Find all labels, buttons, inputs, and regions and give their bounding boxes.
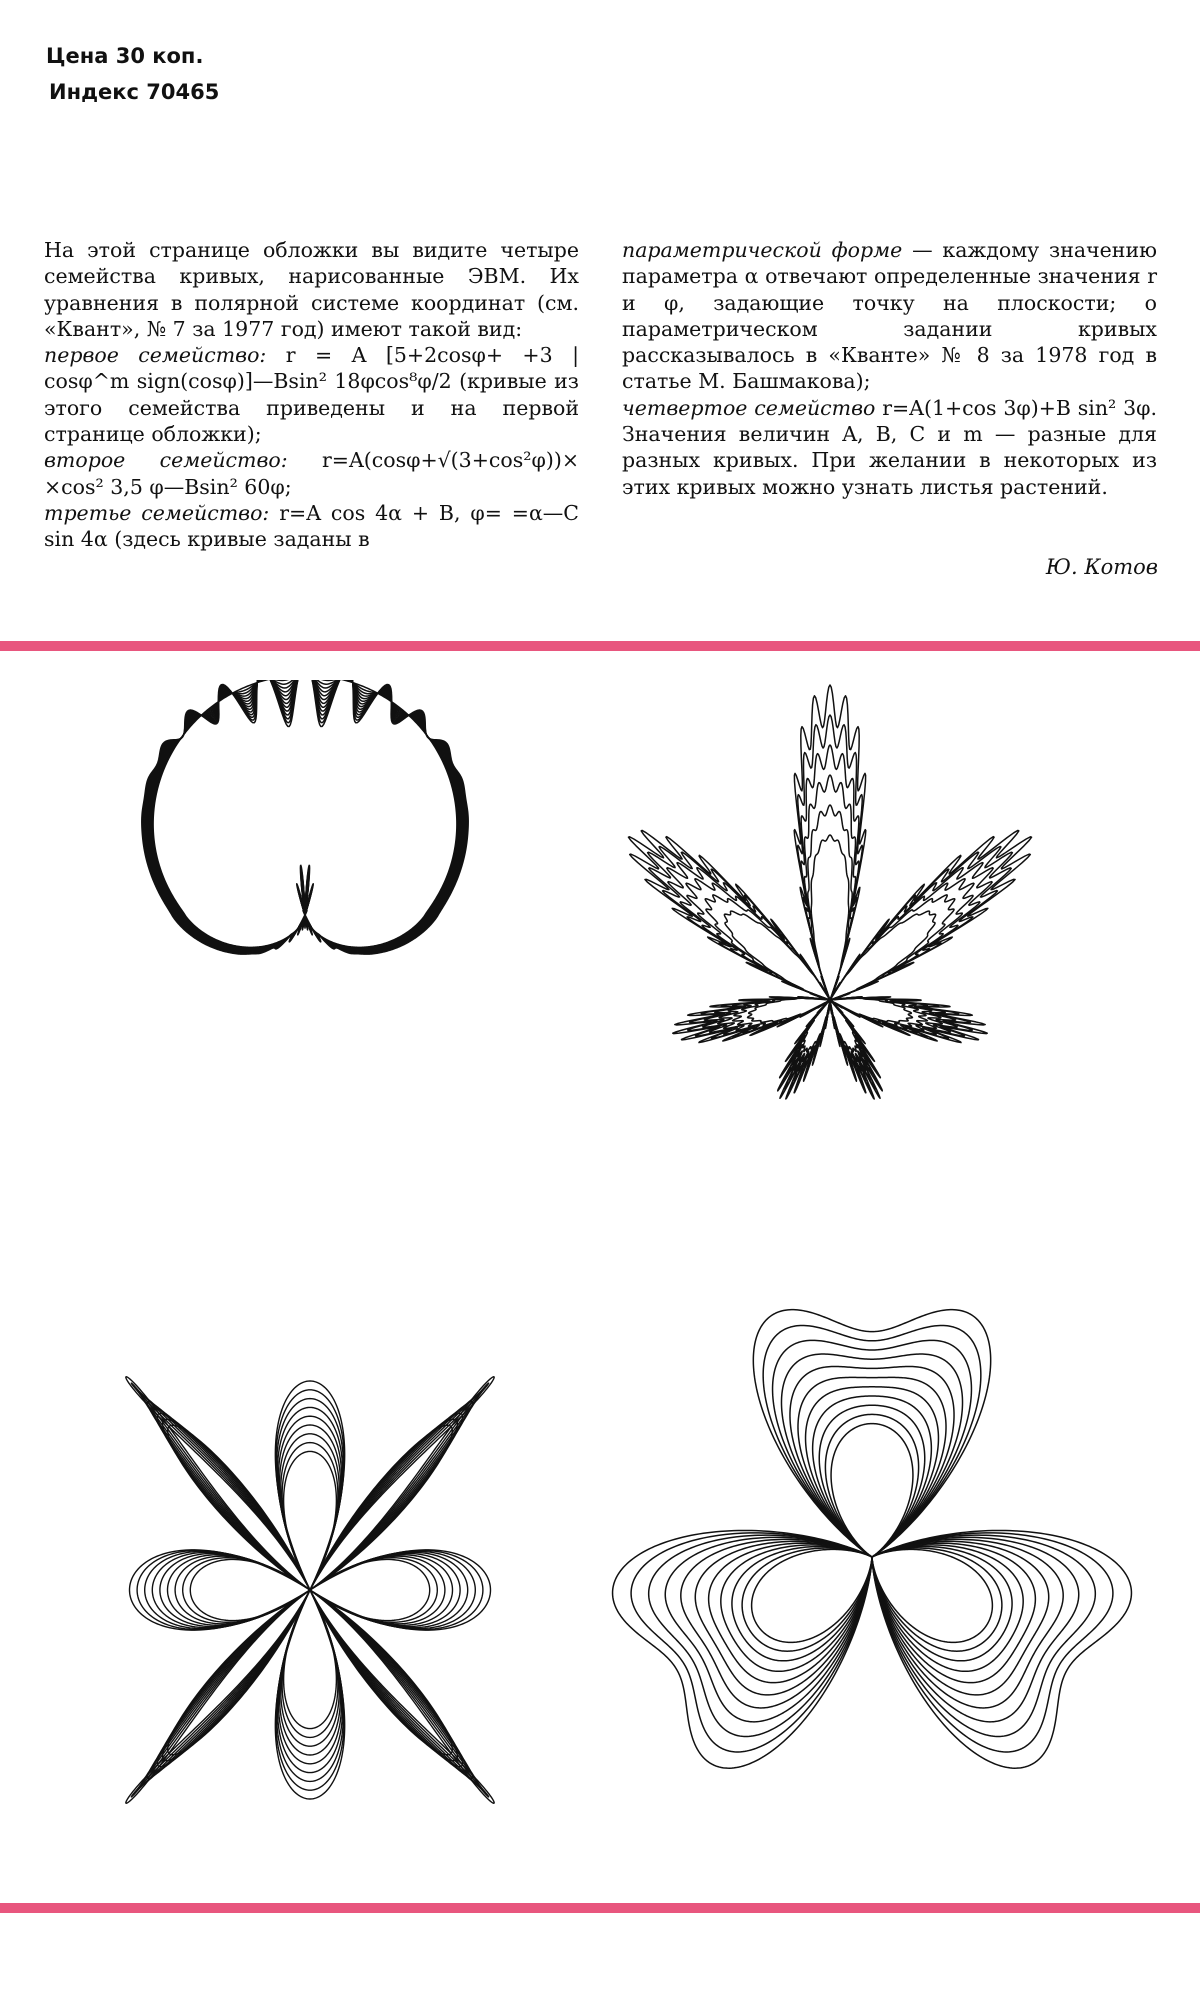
divider-band-bottom	[0, 1903, 1200, 1913]
family-4-lead: четвертое семейство	[622, 395, 876, 420]
curve-family-1-illustration	[55, 680, 555, 1270]
curve-family-3-figure	[100, 1350, 520, 1830]
paragraph-family-4	[622, 395, 1157, 500]
article-column-left	[44, 237, 579, 553]
family-2-lead: второе семейство:	[44, 448, 288, 473]
curve-family-4-line	[649, 1340, 1096, 1736]
family-3-formula: r=A cos 4α + B, φ= =α—C sin 4α (здесь кривые заданы в	[44, 500, 579, 552]
curve-family-1-group	[142, 680, 468, 954]
divider-band-top	[0, 641, 1200, 651]
curve-family-2-figure	[570, 665, 1090, 1255]
family-1-formula: r = A [5+2cosφ+ +3 | cosφ^m sign(cosφ)]—Bsin² 18φcos⁸φ/2 (кривые из этого семейства приведены и на первой странице обложки);	[44, 343, 579, 447]
curve-family-4-group	[613, 1310, 1132, 1769]
curve-family-1-figure	[55, 680, 555, 1270]
price-block	[46, 38, 219, 110]
family-2-formula: r=A(cosφ+√(3+cos²φ))× ×cos² 3,5 φ—Bsin² 60φ;	[44, 448, 579, 499]
parametric-lead: параметрической форме	[622, 238, 903, 262]
paragraph-family-2	[44, 447, 579, 500]
curve-family-2-line	[705, 805, 955, 1061]
curve-family-3-illustration	[100, 1350, 520, 1830]
curve-family-2-group	[628, 685, 1031, 1099]
curve-family-4-line	[613, 1310, 1132, 1769]
curve-family-3-line	[126, 1377, 494, 1804]
curve-family-2-line	[686, 775, 974, 1071]
paragraph-family-1	[44, 342, 579, 447]
family-3-lead: третье семейство:	[44, 500, 270, 525]
curve-family-2-line	[724, 835, 935, 1052]
paragraph-intro: На этой странице обложки вы видите четыре семейства кривых, нарисованные ЭВМ. Их уравнения в полярной системе координат (см. «Квант», № 7 за 1977 год) имеют такой вид:	[44, 238, 579, 341]
index-label: Индекс 70465	[49, 80, 220, 104]
curve-family-3-group	[126, 1377, 494, 1804]
parametric-text: — каждому значению параметра α отвечают определенные значения r и φ, задающие точку на плоскости; о параметрическом задании кривых рассказывалось в «Кванте» № 8 за 1978 год в статье М. Башмакова);	[622, 238, 1157, 394]
curve-family-4-illustration	[565, 1290, 1180, 1885]
curve-family-4-figure	[565, 1290, 1180, 1885]
family-4-formula: r=A(1+cos 3φ)+B sin² 3φ. Значения величин A, B, C и m — разные для разных кривых. При желании в некоторых из этих кривых можно узнать листья растений.	[622, 395, 1157, 499]
paragraph-parametric	[622, 237, 1157, 395]
paragraph-family-3	[44, 500, 579, 553]
curve-family-2-line	[628, 685, 1031, 1099]
price-label: Цена 30 коп.	[46, 44, 204, 68]
article-column-right	[622, 237, 1157, 500]
curve-family-2-illustration	[570, 665, 1090, 1255]
family-1-lead: первое семейство:	[44, 343, 267, 368]
author-signature: Ю. Котов	[1045, 555, 1158, 579]
curve-family-2-line	[648, 715, 1013, 1090]
curve-family-2-line	[667, 745, 993, 1080]
